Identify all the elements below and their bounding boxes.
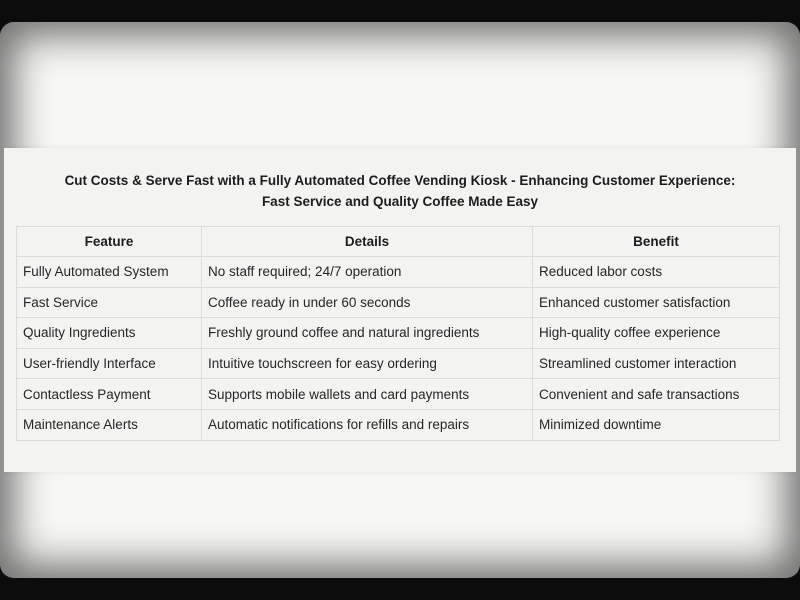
photo-frame bbox=[0, 22, 800, 578]
title-line-1: Cut Costs & Serve Fast with a Fully Automated Coffee Vending Kiosk - Enhancing Customer Experience: bbox=[64, 173, 736, 188]
cell-benefit: Enhanced customer satisfaction bbox=[533, 287, 780, 318]
cell-benefit: High-quality coffee experience bbox=[533, 318, 780, 349]
cell-feature: Contactless Payment bbox=[17, 379, 202, 410]
header-benefit: Benefit bbox=[533, 227, 780, 257]
table-row bbox=[17, 318, 780, 349]
cell-benefit: Convenient and safe transactions bbox=[533, 379, 780, 410]
table-row bbox=[17, 348, 780, 379]
table-row bbox=[17, 379, 780, 410]
feature-table bbox=[16, 226, 780, 441]
cell-benefit: Minimized downtime bbox=[533, 409, 780, 440]
table-header-row bbox=[17, 227, 780, 257]
cell-benefit: Reduced labor costs bbox=[533, 257, 780, 288]
table-row bbox=[17, 257, 780, 288]
cell-benefit: Streamlined customer interaction bbox=[533, 348, 780, 379]
cell-feature: User-friendly Interface bbox=[17, 348, 202, 379]
header-details: Details bbox=[202, 227, 533, 257]
table-row bbox=[17, 409, 780, 440]
table-row bbox=[17, 287, 780, 318]
cell-details: No staff required; 24/7 operation bbox=[202, 257, 533, 288]
cell-details: Supports mobile wallets and card payments bbox=[202, 379, 533, 410]
cell-feature: Fast Service bbox=[17, 287, 202, 318]
cell-details: Intuitive touchscreen for easy ordering bbox=[202, 348, 533, 379]
cell-feature: Fully Automated System bbox=[17, 257, 202, 288]
cell-feature: Quality Ingredients bbox=[17, 318, 202, 349]
cell-feature: Maintenance Alerts bbox=[17, 409, 202, 440]
content-panel bbox=[4, 148, 796, 472]
cell-details: Automatic notifications for refills and repairs bbox=[202, 409, 533, 440]
header-feature: Feature bbox=[17, 227, 202, 257]
document-title bbox=[4, 170, 796, 212]
cell-details: Coffee ready in under 60 seconds bbox=[202, 287, 533, 318]
cell-details: Freshly ground coffee and natural ingredients bbox=[202, 318, 533, 349]
title-line-2: Fast Service and Quality Coffee Made Easy bbox=[261, 194, 539, 209]
